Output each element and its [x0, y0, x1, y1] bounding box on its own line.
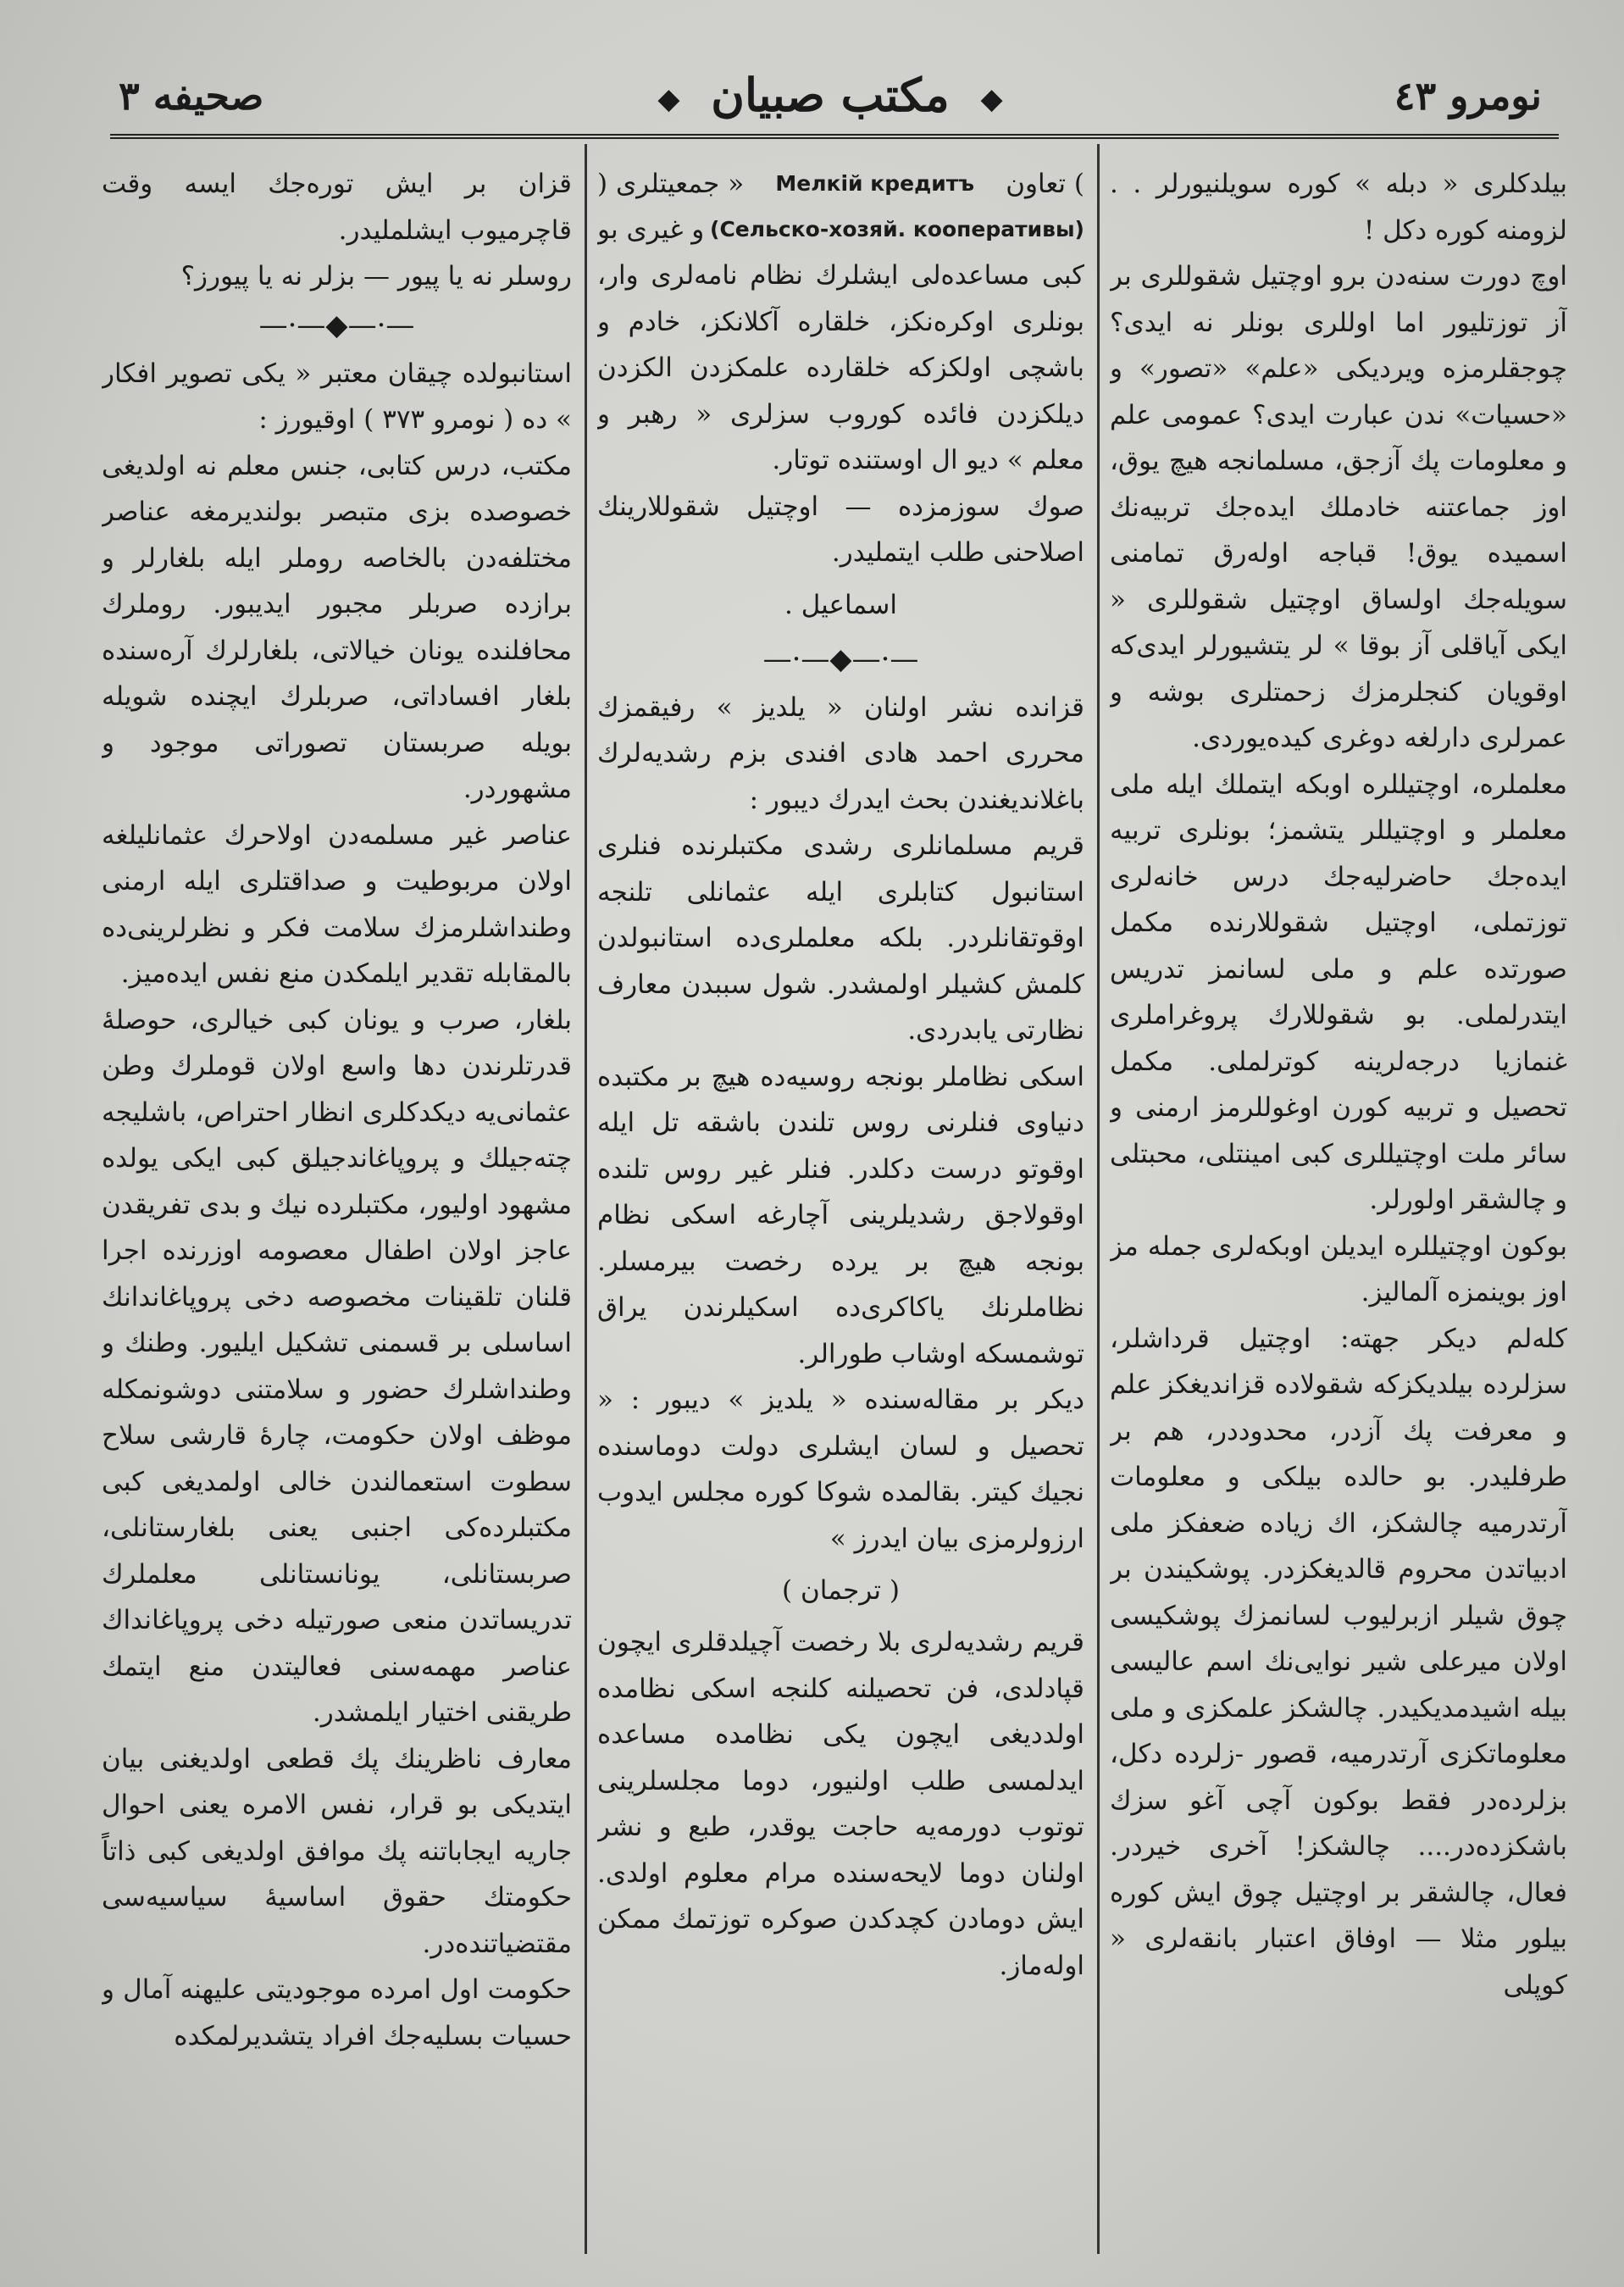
paragraph: عناصر غير مسلمه‌دن اولاحرك عثمانليلغه اولان مربوطيت و صداقتلرى ايله ارمنى وطنداشلرمزك سلامت فكر و نظرلرينى‌ده بالمقابله تقدير ايلمكدن منع نفس ايده‌ميز.	[102, 819, 572, 989]
article-intro-line-1	[597, 161, 1084, 207]
masthead-rule	[110, 134, 1559, 139]
newspaper-title: مكتب صبيان	[711, 68, 950, 122]
column-right	[1110, 161, 1567, 2245]
paragraph: روسلر نه يا پيور — بزلر نه يا پيورز؟	[180, 261, 572, 291]
newspaper-title-row	[102, 68, 1559, 122]
paragraph: حكومت اول امرده موجوديتى عليهنه آمال و حسيات بسليه‌جك افراد يتشديرلمكده	[102, 1974, 572, 2051]
intro-prefix-text: تعاون (	[1006, 169, 1084, 199]
intro-suffix-2: و غيرى بو	[597, 214, 705, 245]
ornament-right-icon: ◆	[980, 81, 1003, 116]
paragraph: قريم مسلمانلرى رشدى مكتبلرنده فنلرى استانبول كتابلرى ايله عثمانلى تلنجه اوقوتقانلردر. بلكه معلملرى‌ده استانبولدن كلمش كشيلر اولمشدر. شول سببدن معارف نظارتى يابدردى.	[597, 830, 1084, 1046]
column-left	[102, 161, 572, 2245]
section-separator: —·—◆—·—	[762, 641, 919, 676]
paragraph: بيلدكلرى « دبله » كوره سويلنيورلر . . لزومنه كوره دكل !	[1110, 169, 1567, 246]
section-separator: —·—◆—·—	[258, 308, 415, 342]
page-number: صحيفه ٣	[119, 73, 264, 119]
paragraph: قزانده نشر اولنان « يلديز » رفيقمزك محررى احمد هادى افندى بزم رشديه‌لرك باغلانديغندن بحث ايدرك ديبور :	[597, 691, 1084, 815]
paragraph: اوچ دورت سنه‌دن برو اوچتيل شقوللرى بر آز توزتليور اما اوللرى بونلر نه ايدى؟ چوجقلرمزه ويرديكى «علم» «تصور» و «حسيات» ندن عبارت ايدى؟ عمومى علم و معلومات پك آزجق، مسلمانجه هيچ يوق، اوز جماعتنه خادملك ايده‌جك تربيه‌نك اسميده يوق! قباجه اوله‌رق تمامنى سويله‌جك اولساق اوچتيل شقوللرى « ايكى آياقلى آز بوقا » لر يتشيورلر ايدى‌كه اوقويان كنجلرمزك زحمتلرى بوشه و عمرلرى دارلغه دوغرى كيده‌يوردى.	[1110, 261, 1567, 753]
paragraph: استانبولده چيقان معتبر « يكى تصوير افكار » ده ( نومرو ٣٧٣ ) اوقيورز :	[102, 358, 572, 435]
paragraph: قزان بر ايش تورەجك ايسه وقت قاچرميوب ايشلمليدر.	[102, 169, 572, 246]
paragraph: اسكى نظاملر بونجه روسيه‌ده هيچ بر مكتبده دنياوى فنلرنى روس تلندن باشقه تل ايله اوقوتو درست دكلدر. فنلر غير روس تلنده اوقولاجق رشديلرينى آچارغه اسكى نظام بونجه هيچ بر يرده رخصت بيرمسلر. نظاملرنك ياكاكرى‌ده اسكيلرندن يراق توشمسكه اوشاب طورالر.	[597, 1061, 1084, 1369]
paragraph: كله‌لم ديكر جهته: اوچتيل قرداشلر، سزلرده بيلديكزكه شقولاده قزانديغكز علم و معرفت پك آزدر، محدوددر، هم بر طرفليدر. بو حالده بيلكى و معلومات آرتدرميه چالشكز، اك زياده ضعفكز ملى ادبياتدن محروم قالديغكزدر. پوشكيندن بر چوق شيلر ازبرليوب لسانمزك پوشكيسى اولان ميرعلى شير نوايى‌نك اسم عاليسى بيله اشيدمديكيدر. چالشكز علمكزى و ملى معلوماتكزى آرتدرميه، قصور -زلرده دكل، بزلرده‌در فقط بوكون آچى آغو سزك باشكزده‌در.... چالشكز! آخرى خيردر. فعال، چالشقر بر اوچتيل چوق ايش كوره بيلور مثلا — اوفاق اعتبار بانقه‌لرى « كوپلى	[1110, 1323, 1567, 2001]
paragraph: بلغار، صرب و يونان كبى خيالرى، حوصله‌ٔ قدرتلرندن دها واسع اولان قوملرك وطن عثمانى‌يه ديكدكلرى انظار احتراص، باشليجه چته‌جيلك و پروپاغاندجيلق كبى ايكى يولده مشهود اوليور، مكتبلرده نيك و بدى تفريقدن عاجز اولان اطفال معصومه اوزرنده اجرا قلنان تلقينات مخصوصه دخى پروپاغاندانك اساسلى بر قسمنى تشكيل ايليور. وطنك و وطنداشلرك حضور و سلامتنى دوشونمكله موظف اولان حكومت، چاره‌ٔ قارشى سلاح سطوت استعمالندن خالى اولمديغى كبى مكتبلرده‌كى اجنبى يعنى بلغارستانلى، صربستانلى، يونانستانلى معلملرك تدريساتدن منعى صورتيله دخى پروپاغانداك عناصر مهمه‌سنى فعاليتدن منع ايتمك طريقنى اختيار ايلمشدر.	[102, 1004, 572, 1728]
russian-term-cooperatives: (Сельско-хозяй. кооперативы)	[710, 217, 1084, 241]
intro-suffix-text: ) جمعيتلرى »	[597, 169, 745, 199]
paragraph: ديكر بر مقاله‌سنده « يلديز » ديبور : « تحصيل و لسان ايشلرى دولت دوماسنده نجيك كيتر. بقالمده شوكا كوره مجلس ايدوب ارزولرمزى بيان ايدرز »	[597, 1385, 1084, 1554]
issue-number: نومرو ٤٣	[1394, 73, 1542, 119]
article-intro-line-2	[597, 207, 1084, 253]
author-signature: اسماعيل .	[784, 589, 897, 620]
column-middle	[597, 161, 1084, 2245]
russian-term-credit: Мелкій кредитъ	[775, 171, 975, 196]
ornament-left-icon: ◆	[657, 81, 680, 116]
column-divider-right	[1097, 144, 1100, 2254]
paragraph: صوك سوزمزده — اوچتيل شقوللارينك اصلاحنى طلب ايتمليدر.	[597, 491, 1084, 568]
source-credit: ( ترجمان )	[782, 1575, 900, 1606]
paragraph: معارف ناظرينك پك قطعى اولديغنى بيان ايتديكى بو قرار، نفس الامره يعنى احوال جاريه ايجاباتنه پك موافق اولديغى كبى ذاتاً حكومتك حقوق اساسيه‌ٔ سياسيه‌سى مقتضياتنده‌در.	[102, 1743, 572, 1959]
paragraph: مكتب، درس كتابى، جنس معلم نه اولديغى خصوصده بزى متبصر بولندير‌مغه عناصر مختلفه‌دن بالخاصه روملر ايله بلغارلر و برازده صربلر مجبور ايديبور. روملرك محافلنده يونان خيالاتى، بلغارلرك آره‌سنده بلغار افساداتى، صربلرك ايچنده شويله بويله صربستان تصوراتى موجود و مشهوردر.	[102, 450, 572, 804]
paragraph: كبى مساعده‌لى ايشلرك نظام نامه‌لرى وار، بونلرى اوكره‌نكز، خلقاره آكلانكز، خادم و باشچى اولكزكه خلقارده علمكزدن الكزدن ديلكزدن فائده كوروب سزلرى « رهبر و معلم » ديو ال اوستنده توتار.	[597, 260, 1084, 475]
paragraph: معلملره، اوچتيللره اوبكه ايتملك ايله ملى معلملر و اوچتيللر يتشمز؛ بونلرى تربيه ايده‌جك حاضرليه‌جك درس خانه‌لرى توزتملى، اوچتيل شقوللارنده مكمل صورتده علم و ملى لسانمز تدريس ايتدرلملى. بو شقوللارك پروغراملرى غنمازيا درجه‌لرينه كوترلملى. مكمل تحصيل و تربيه كورن اوغوللرمز ارمنى و سائر ملت اوچتيللرى كبى امينتلى، محبتلى و چالشقر اولورلر.	[1110, 769, 1567, 1215]
paragraph: قريم رشديه‌لرى بلا رخصت آچيلدقلرى ايچون قپادلدى، فن تحصيلنه كلنجه اسكى نظامده اولدديغى ايچون يكى نظامده مساعده ايدلمسى طلب اولنيور، دوما مجلسلرينى توتوب دورمه‌يه حاجت يوقدر، طبع و نشر اولنان دوما لايحه‌سنده مرام معلوم اولدى. ايش دومادن كچدكدن صوكره توزتمك ممكن اوله‌ماز.	[597, 1627, 1084, 1981]
column-divider-left	[585, 144, 587, 2254]
paragraph: بوكون اوچتيللره ايديلن اوبكه‌لرى جمله مز اوز بوينمزه آلماليز.	[1110, 1230, 1567, 1307]
